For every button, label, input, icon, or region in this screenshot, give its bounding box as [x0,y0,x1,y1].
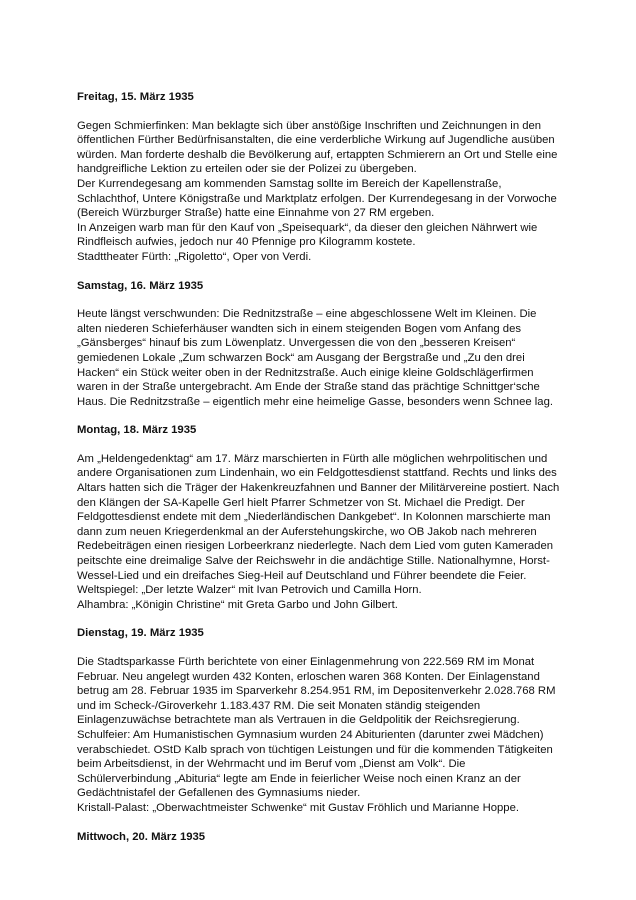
entry-date-heading: Montag, 18. März 1935 [77,424,197,437]
entry-paragraph: Alhambra: „Königin Christine“ mit Greta Garbo und John Gilbert. [77,598,398,611]
entry-date-heading: Freitag, 15. März 1935 [77,91,194,103]
entry-paragraph: Kristall-Palast: „Oberwachtmeister Schwenke“ mit Gustav Fröhlich und Marianne Hoppe. [77,801,520,814]
entry-paragraph: Der Kurrendegesang am kommenden Samstag sollte im Bereich der Kapellenstraße, Schlachthof, Untere Königstraße und Marktplatz erfolgen. Der Kurrendegesang in der Vorwoche (Bereich Würzburger Straße) hatte eine Einnahme von 27 RM ergeben. [77,177,557,220]
entry-paragraph: Heute längst verschwunden: Die Rednitzstraße – eine abgeschlossene Welt im Kleinen. Die alten niederen Schieferhäuser wandten sich in einem steigenden Bogen vom Anfang des „Gänsberges“ hinauf bis zum Löwenplatz. Unvergessen die von den „besseren Kreisen“ gemiedenen Lokale „Zum schwarzen Bock“ am Ausgang der Bergstraße und „Zu den drei Hacken“ ein Stück weiter oben in der Rednitzstraße. Auch einige kleine Goldschlägerfirmen waren in der Straße untergebracht. Am Ende der Straße stand das prächtige Schnittger‘sche Haus. Die Rednitzstraße – eigentlich mehr eine heimelige Gasse, besonders wenn Schnee lag. [77,308,553,408]
entry-paragraph: Stadttheater Fürth: „Rigoletto“, Oper von Verdi. [77,250,312,263]
entry-friday-15-march [77,90,561,265]
entry-paragraph: In Anzeigen warb man für den Kauf von „Speisequark“, da dieser den gleichen Nährwert wie Rindfleisch aufwies, jedoch nur 40 Pfennige pro Kilogramm kostete. [77,221,538,249]
entry-tuesday-19-march [77,626,561,815]
entry-date-heading: Mittwoch, 20. März 1935 [77,830,206,843]
entry-monday-18-march [77,423,561,612]
entry-wednesday-20-march [77,830,561,845]
entry-paragraph: Gegen Schmierfinken: Man beklagte sich über anstößige Inschriften und Zeichnungen in den öffentlichen Fürther Bedürfnisanstalten, die eine verderbliche Wirkung auf Jugendliche ausüben würden. Man forderte deshalb die Bevölkerung auf, ertappten Schmierern an Ort und Stelle eine handgreifliche Lektion zu erteilen oder sie der Polizei zu übergeben. [77,119,558,176]
entry-paragraph: Am „Heldengedenktag“ am 17. März marschierten in Fürth alle möglichen wehrpolitischen und andere Organisationen zum Lindenhain, wo ein Feldgottesdienst stattfand. Rechts und links des Altars hatten sich die Träger der Hakenkreuzfahnen und Banner der Militärvereine postiert. Nach den Klängen der SA-Kapelle Gerl hielt Pfarrer Schmetzer von St. Michael die Predigt. Der Feldgottesdienst endete mit dem „Niederländischen Dankgebet“. In Kolonnen marschierte man dann zum neuen Kriegerdenkmal an der Auferstehungskirche, wo OB Jakob nach mehreren Redebeiträgen einen riesigen Lorbeerkranz niederlegte. Nach dem Lied vom guten Kameraden peitschte eine dreimalige Salve der Reichswehr in die andächtige Stille. Nationalhymne, Horst-Wessel-Lied und ein dreifaches Sieg-Heil auf Deutschland und Führer beendete die Feier. [77,452,560,582]
entry-paragraph: Weltspiegel: „Der letzte Walzer“ mit Ivan Petrovich und Camilla Horn. [77,584,422,597]
entry-paragraph: Schulfeier: Am Humanistischen Gymnasium wurden 24 Abiturienten (darunter zwei Mädchen) verabschiedet. OStD Kalb sprach von tüchtigen Leistungen und für die kommenden Tätigkeiten beim Arbeitsdienst, in der Wehrmacht und im Beruf vom „Dienst am Volk“. Die Schülerverbindung „Abituria“ legte am Ende in feierlicher Weise noch einen Kranz an der Gedächtnistafel der Gefallenen des Gymnasiums nieder. [77,728,553,800]
entry-date-heading: Samstag, 16. März 1935 [77,279,204,292]
entry-saturday-16-march [77,279,561,410]
entry-date-heading: Dienstag, 19. März 1935 [77,627,204,640]
document-page [77,90,561,858]
entry-paragraph: Die Stadtsparkasse Fürth berichtete von einer Einlagenmehrung von 222.569 RM im Monat Februar. Neu angelegt wurden 432 Konten, erloschen waren 368 Konten. Der Einlagenstand betrug am 28. Februar 1935 im Sparverkehr 8.254.951 RM, im Depositenverkehr 2.028.768 RM und im Scheck-/Giroverkehr 1.183.437 RM. Die seit Monaten ständig steigenden Einlagenzuwächse betrachtete man als Vertrauen in die Geldpolitik der Reichsregierung. [77,656,556,727]
